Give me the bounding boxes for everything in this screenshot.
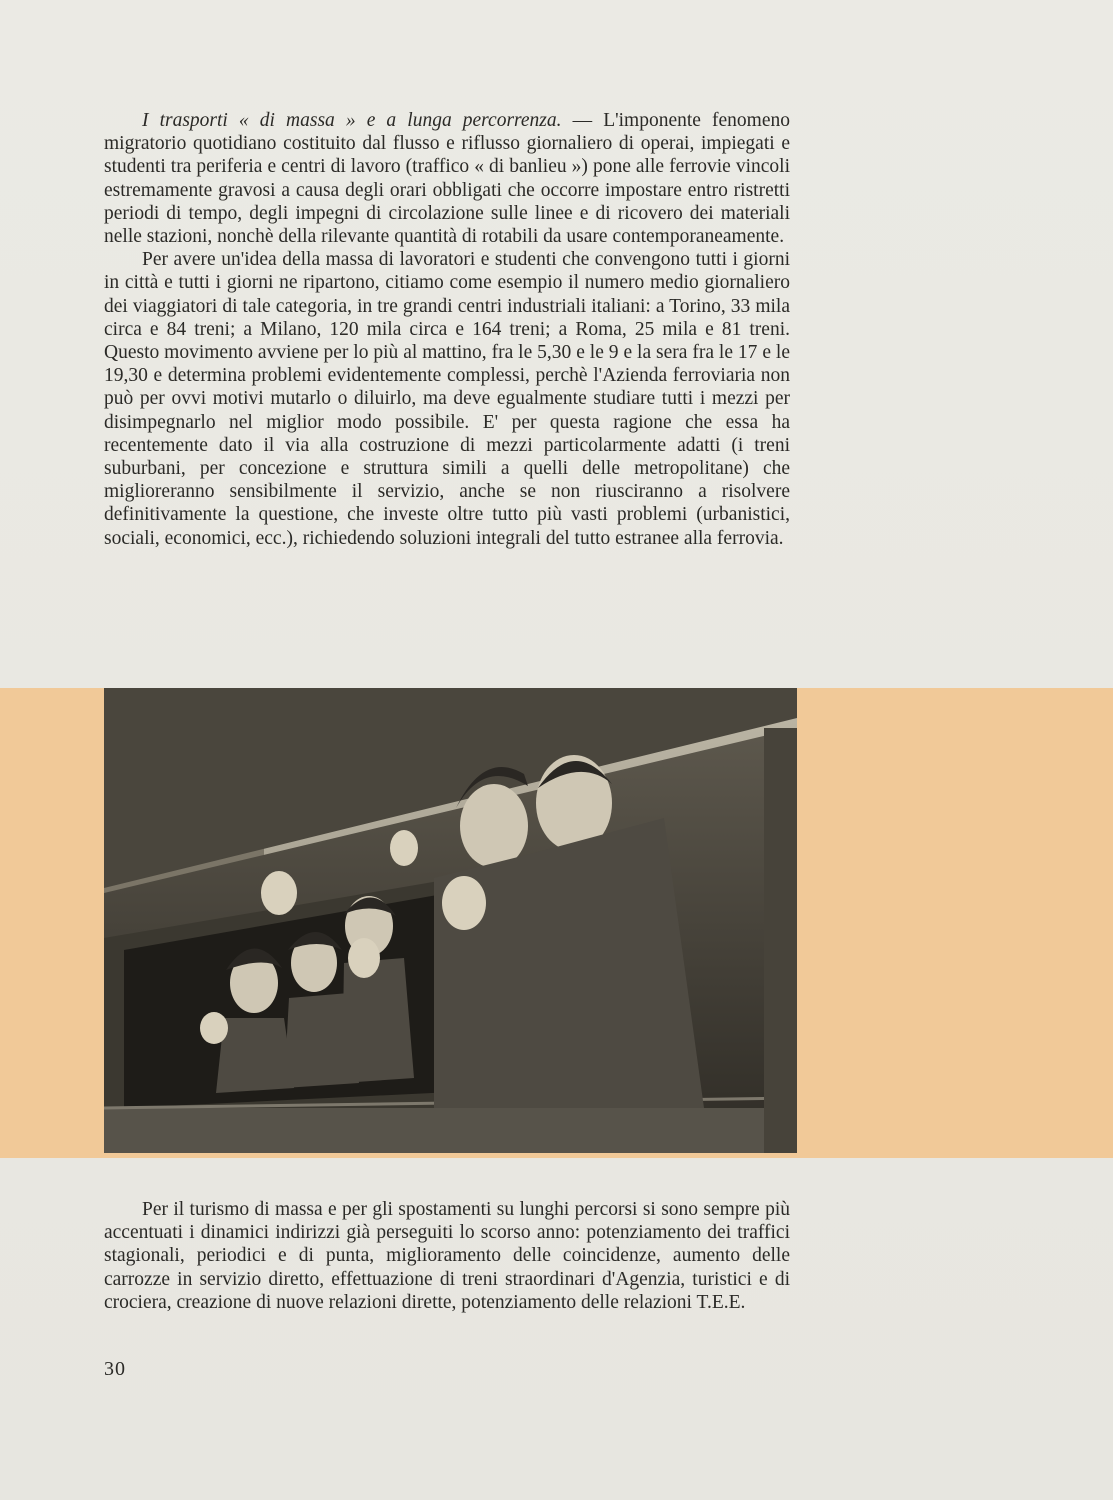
paragraph-1 [104, 109, 790, 248]
page-number: 30 [104, 1358, 126, 1380]
train-window-photo [104, 688, 797, 1153]
tourism-text-block [104, 1198, 790, 1314]
paragraph-1-body: — L'imponente fenomeno migratorio quotidiano costituito dal flusso e riflusso giornaliero di operai, impiegati e studenti tra periferia e centri di lavoro (traffico « di banlieu ») pone alle ferrovie vincoli estremamente gravosi a causa degli orari obbligati che occorre impostare entro ristretti periodi di tempo, degli impegni di circolazione sulle linee e di ricovero dei materiali nelle stazioni, nonchè della rilevante quantità di rotabili da usare contemporaneamente. [104, 110, 790, 248]
photo-illustration [104, 688, 797, 1153]
intro-text-block [104, 109, 790, 550]
paragraph-3: Per il turismo di massa e per gli spostamenti su lunghi percorsi si sono sempre più accentuati i dinamici indirizzi già perseguiti lo scorso anno: potenziamento dei traffici stagionali, periodici e di punta, miglioramento delle coincidenze, aumento delle carrozze in servizio diretto, effettuazione di treni straordinari d'Agenzia, turistici e di crociera, creazione di nuove relazioni dirette, potenziamento delle relazioni T.E.E. [104, 1199, 790, 1313]
paragraph-2: Per avere un'idea della massa di lavoratori e studenti che convengono tutti i giorni in città e tutti i giorni ne ripartono, citiamo come esempio il numero medio giornaliero dei viaggiatori di tale categoria, in tre grandi centri industriali italiani: a Torino, 33 mila circa e 84 treni; a Milano, 120 mila circa e 164 treni; a Roma, 25 mila e 81 treni. Questo movimento avviene per lo più al mattino, fra le 5,30 e le 9 e la sera fra le 17 e le 19,30 e determina problemi evidentemente complessi, perchè l'Azienda ferroviaria non può per ovvi motivi mutarlo o diluirlo, ma deve egualmente studiare tutti i mezzi per disimpegnarlo nel miglior modo possibile. E' per questa ragione che essa ha recentemente dato il via alla costruzione di mezzi particolarmente adatti (i treni suburbani, per concezione e struttura simili a quelli delle metropolitane) che miglioreranno sensibilmente il servizio, anche se non riusciranno a risolvere definitivamente la questione, che investe oltre tutto più vasti problemi (urbanistici, sociali, economici, ecc.), richiedendo soluzioni integrali del tutto estranee alla ferrovia. [104, 249, 790, 549]
section-title: I trasporti « di massa » e a lunga percorrenza. [142, 110, 562, 131]
